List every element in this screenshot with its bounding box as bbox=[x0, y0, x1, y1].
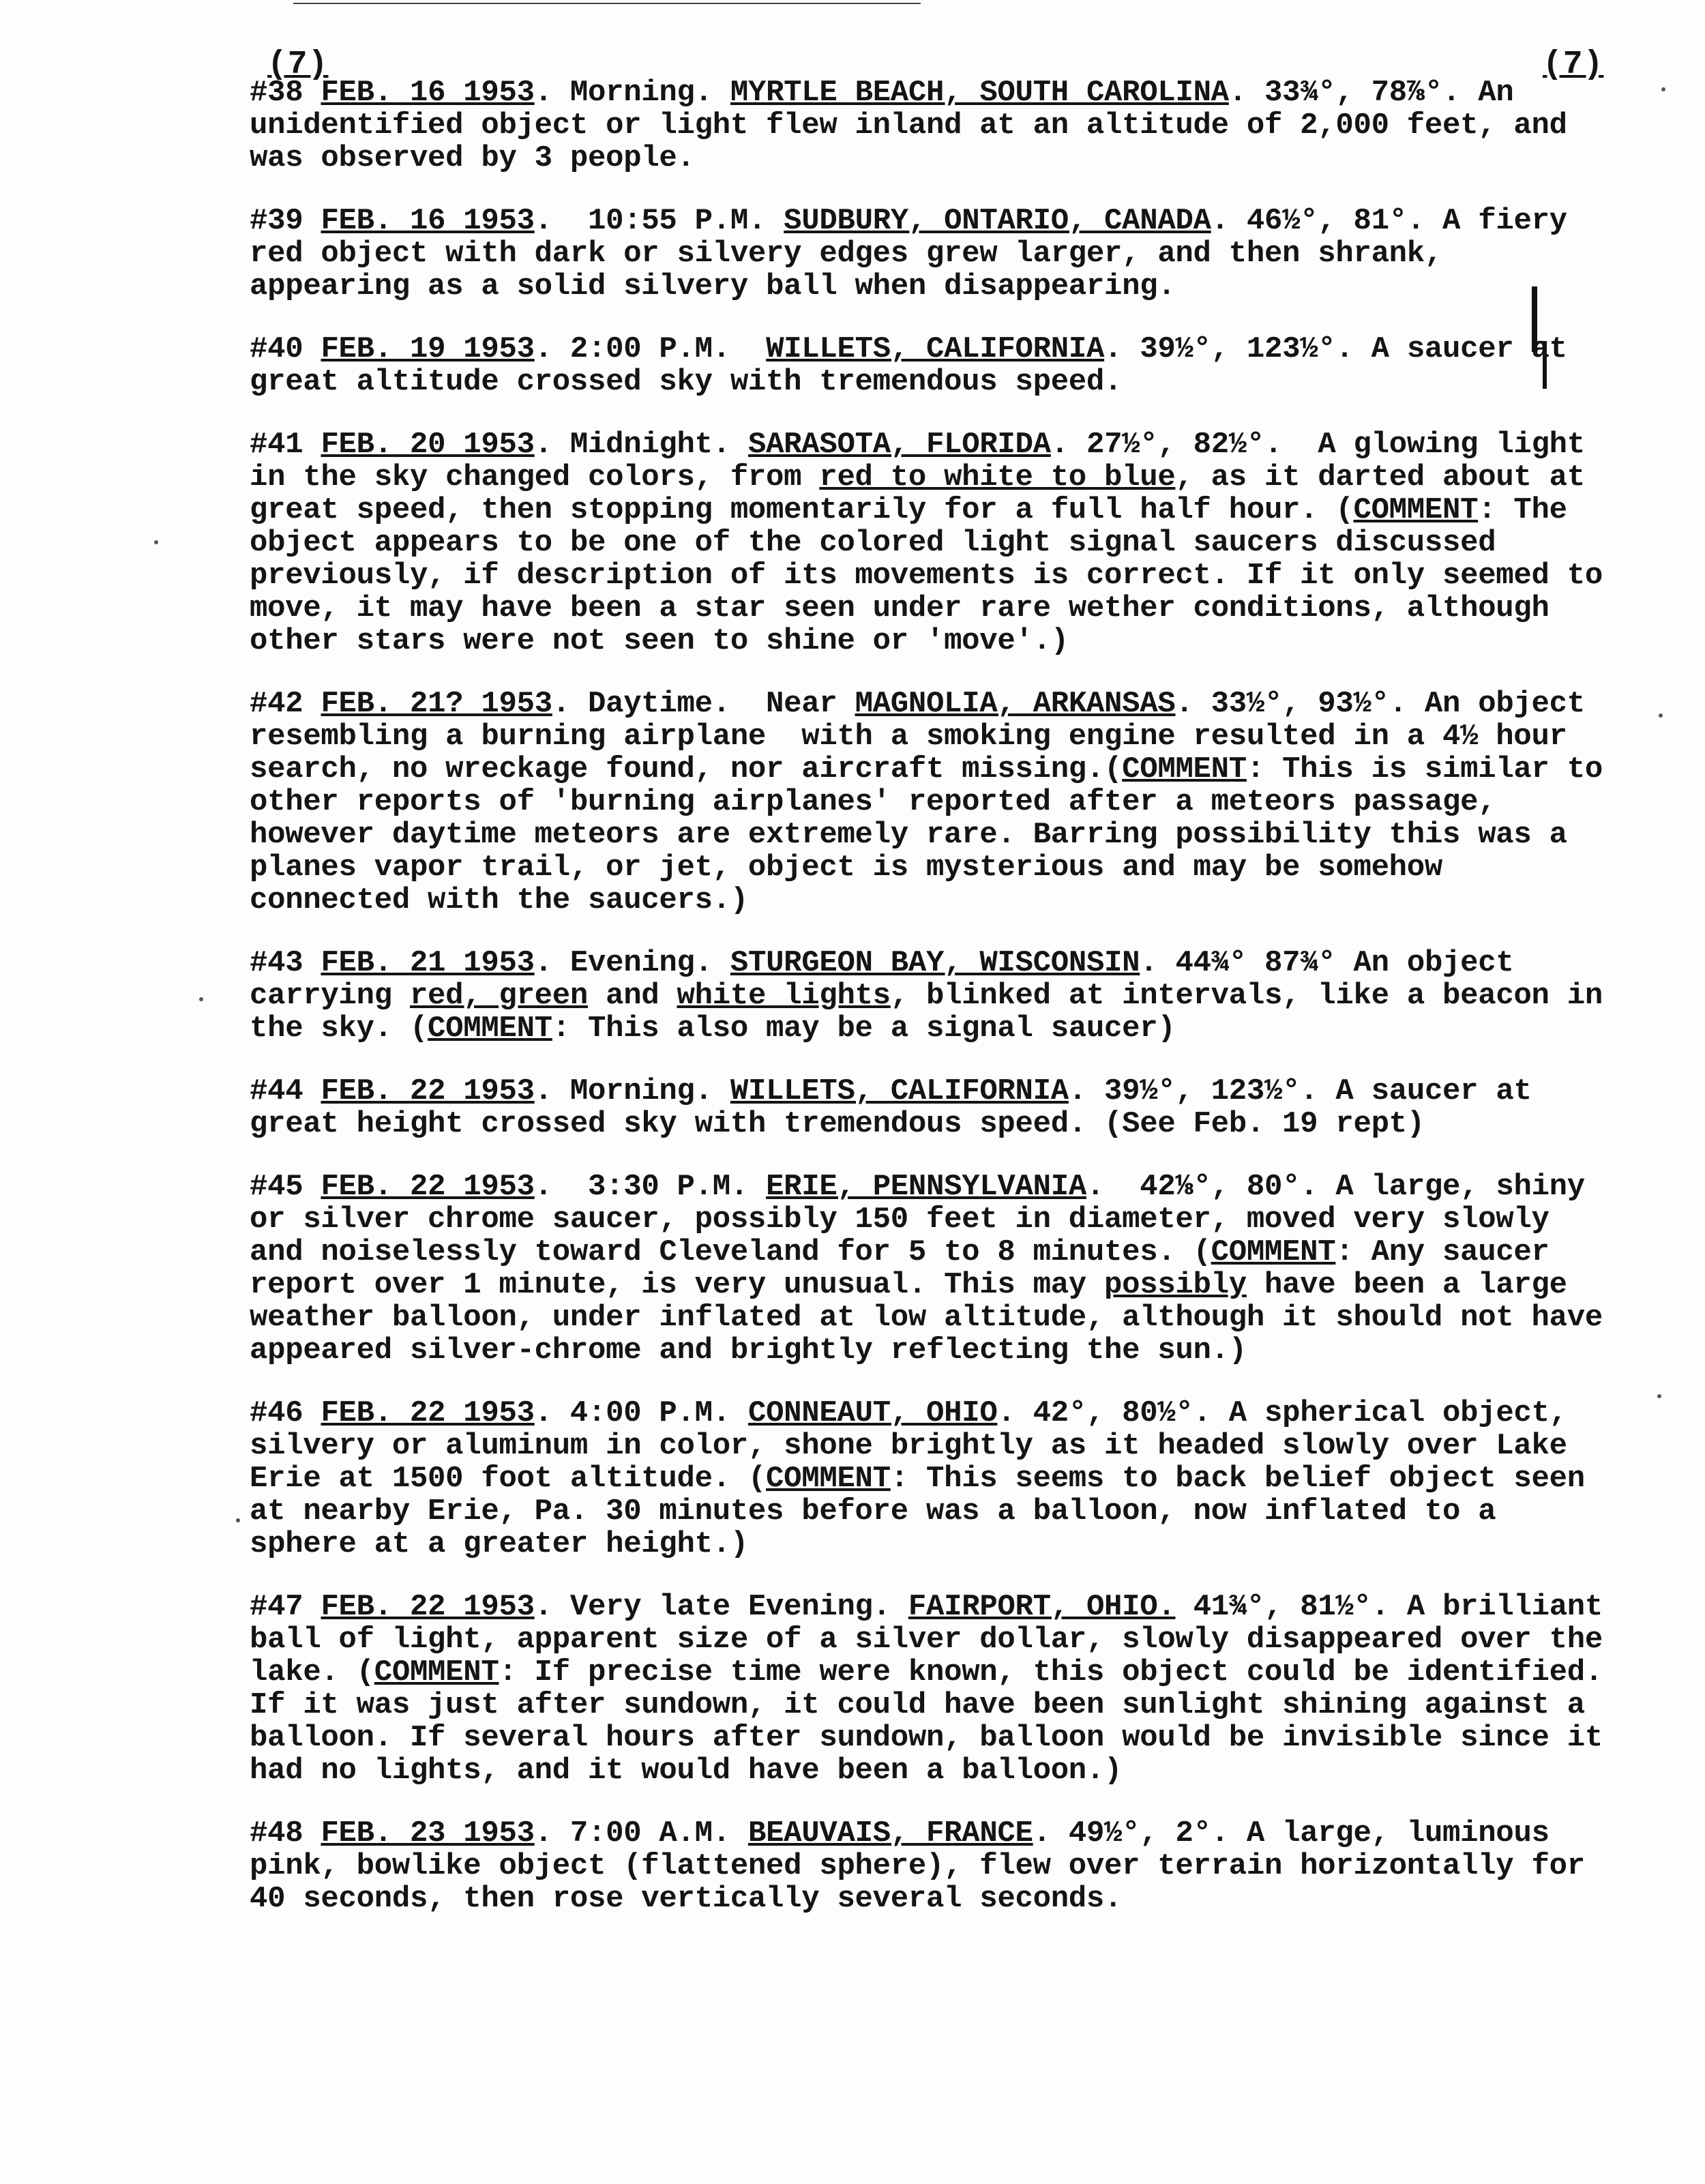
page-number-left: (7) bbox=[267, 46, 329, 83]
comment-text-pre: : Any saucer report over 1 minute, is very unusual. This may bbox=[250, 1235, 1567, 1302]
report-entry bbox=[250, 76, 1614, 175]
entry-time: . 10:55 P.M. bbox=[534, 204, 784, 238]
scan-speck bbox=[199, 997, 203, 1001]
entry-date: FEB. 20 1953 bbox=[321, 428, 535, 462]
entry-coords: . 46½°, 81°. bbox=[1211, 204, 1425, 238]
entry-coords: . 44¾° 87¾° bbox=[1140, 946, 1336, 980]
comment-label: COMMENT bbox=[1353, 493, 1479, 527]
entry-time: . Midnight. bbox=[534, 428, 748, 462]
scan-speck bbox=[1657, 1394, 1661, 1398]
scan-speck bbox=[1661, 87, 1665, 91]
entry-date: FEB. 22 1953 bbox=[321, 1074, 535, 1108]
entry-colors: red, green bbox=[409, 979, 588, 1013]
report-entry bbox=[250, 1397, 1614, 1561]
entry-body: A saucer at great altitude crossed sky with tremendous speed. bbox=[250, 332, 1585, 399]
entry-number: #45 bbox=[250, 1170, 303, 1204]
entry-time: . 2:00 P.M. bbox=[534, 332, 767, 366]
entry-time: . Daytime. Near bbox=[552, 687, 855, 721]
entry-body: A glowing light in the sky changed colors, from bbox=[250, 428, 1603, 495]
entry-lights: white lights bbox=[677, 979, 891, 1013]
entry-time: . 7:00 A.M. bbox=[534, 1816, 748, 1850]
report-entry bbox=[250, 1817, 1614, 1915]
entry-time: . Morning. bbox=[534, 1074, 730, 1108]
entry-time: . Morning. bbox=[534, 76, 730, 110]
entry-date: FEB. 19 1953 bbox=[321, 332, 535, 366]
entry-coords: . 33¾°, 78⅞°. bbox=[1228, 76, 1461, 110]
entry-body: A fiery red object with dark or silvery edges grew larger, and then shrank, appearing as a solid silvery ball when disappearing. bbox=[250, 204, 1585, 304]
entry-body: An object carrying bbox=[250, 946, 1532, 1013]
entry-place: ERIE, PENNSYLVANIA bbox=[766, 1170, 1086, 1204]
comment-text: : This also may be a signal saucer) bbox=[552, 1012, 1176, 1046]
comment-label: COMMENT bbox=[374, 1655, 499, 1689]
scan-speck bbox=[1659, 713, 1663, 718]
entry-number: #44 bbox=[250, 1074, 303, 1108]
entry-date: FEB. 16 1953 bbox=[321, 204, 535, 238]
entry-date: FEB. 21 1953 bbox=[321, 946, 535, 980]
report-entry bbox=[250, 333, 1614, 398]
entry-number: #38 bbox=[250, 76, 303, 110]
comment-label: COMMENT bbox=[766, 1462, 891, 1496]
entry-coords: . 42⅛°, 80°. bbox=[1086, 1170, 1318, 1204]
entry-time: . Very late Evening. bbox=[534, 1590, 908, 1624]
entry-place: BEAUVAIS, FRANCE bbox=[747, 1816, 1033, 1850]
comment-text: : If precise time were known, this object could be identified. If it was just after sundown, it could have been sunlight shining against a balloon. If several hours after sundown, balloon would be invisible since it had no lights, and it would have been a balloon.) bbox=[250, 1655, 1621, 1788]
entry-body: A spherical object, silvery or aluminum in color, shone brightly as it headed slowly over Lake Erie at 1500 foot altitude. ( bbox=[250, 1396, 1585, 1496]
entry-date: FEB. 16 1953 bbox=[321, 76, 535, 110]
comment-label: COMMENT bbox=[1122, 752, 1247, 786]
entry-number: #40 bbox=[250, 332, 303, 366]
comment-text: : This is similar to other reports of 'burning airplanes' reported after a meteors passage, however daytime meteors are extremely rare. Barring possibility this was a planes vapor trail, or jet, object is mysterious and may be somehow connected with the saucers.) bbox=[250, 752, 1621, 917]
entry-body: An object resembling a burning airplane with a smoking engine resulted in a 4½ hour search, no wreckage found, nor aircraft missing.( bbox=[250, 687, 1603, 786]
entry-number: #47 bbox=[250, 1590, 303, 1624]
entry-coords: 41¾°, 81½°. bbox=[1175, 1590, 1389, 1624]
report-entry bbox=[250, 1075, 1614, 1140]
entry-date: FEB. 21? 1953 bbox=[321, 687, 552, 721]
comment-text: have been a large weather balloon, under inflated at low altitude, although it should not have appeared silver-chrome and brightly reflecting the sun.) bbox=[250, 1268, 1621, 1368]
entry-coords: . 33½°, 93½°. bbox=[1175, 687, 1407, 721]
report-entry bbox=[250, 1590, 1621, 1788]
entry-number: #42 bbox=[250, 687, 303, 721]
entry-place: FAIRPORT, OHIO. bbox=[908, 1590, 1176, 1624]
entry-time: . 4:00 P.M. bbox=[534, 1396, 748, 1430]
entry-number: #48 bbox=[250, 1816, 303, 1850]
entry-place: SUDBURY, ONTARIO, CANADA bbox=[784, 204, 1211, 238]
entry-place: WILLETS, CALIFORNIA bbox=[730, 1074, 1069, 1108]
entry-time: . Evening. bbox=[534, 946, 730, 980]
entry-coords: . 49½°, 2°. bbox=[1033, 1816, 1229, 1850]
scan-speck bbox=[236, 1518, 240, 1522]
entry-body-mid: and bbox=[588, 979, 677, 1013]
entry-number: #41 bbox=[250, 428, 303, 462]
entry-body-continued: , blinked at intervals, like a beacon in the sky. ( bbox=[250, 979, 1621, 1046]
comment-emphasis: possibly bbox=[1104, 1268, 1247, 1302]
comment-text: : The object appears to be one of the colored light signal saucers discussed previously, if description of its movements is correct. If it only seemed to move, it may have been a star seen under rare wether conditions, although other stars were not seen to shine or 'move'.) bbox=[250, 493, 1621, 658]
entry-time: . 3:30 P.M. bbox=[534, 1170, 767, 1204]
entry-place: MAGNOLIA, ARKANSAS bbox=[855, 687, 1176, 721]
top-rule bbox=[293, 3, 921, 4]
entry-place: MYRTLE BEACH, SOUTH CAROLINA bbox=[730, 76, 1229, 110]
entry-date: FEB. 22 1953 bbox=[321, 1170, 535, 1204]
entry-body: A brilliant ball of light, apparent size of a silver dollar, slowly disappeared over the lake. ( bbox=[250, 1590, 1621, 1689]
report-entry bbox=[250, 687, 1621, 917]
entry-coords: . 27½°, 82½°. bbox=[1050, 428, 1283, 462]
report-entry bbox=[250, 428, 1621, 658]
entry-colors: red to white to blue bbox=[819, 460, 1176, 495]
page-number-right: (7) bbox=[1543, 46, 1604, 83]
entry-place: CONNEAUT, OHIO bbox=[747, 1396, 998, 1430]
report-entry bbox=[250, 946, 1621, 1046]
comment-label: COMMENT bbox=[428, 1012, 552, 1046]
comment-label: COMMENT bbox=[1211, 1235, 1336, 1269]
scan-speck bbox=[154, 540, 158, 544]
entry-date: FEB. 22 1953 bbox=[321, 1396, 535, 1430]
entry-coords: . 42°, 80½°. bbox=[997, 1396, 1211, 1430]
entry-coords: . 39½°, 123½°. bbox=[1068, 1074, 1318, 1108]
entry-number: #43 bbox=[250, 946, 303, 980]
entry-body: An unidentified object or light flew inland at an altitude of 2,000 feet, and was observed by 3 people. bbox=[250, 76, 1585, 175]
entry-place: SARASOTA, FLORIDA bbox=[747, 428, 1051, 462]
entry-body-continued: , as it darted about at great speed, then stopping momentarily for a full half hour. ( bbox=[250, 460, 1603, 527]
entry-place: WILLETS, CALIFORNIA bbox=[766, 332, 1105, 366]
entry-coords: . 39½°, 123½°. bbox=[1104, 332, 1354, 366]
entry-number: #39 bbox=[250, 204, 303, 238]
entry-body: A saucer at great height crossed sky with tremendous speed. (See Feb. 19 rept) bbox=[250, 1074, 1550, 1141]
comment-text: : This seems to back belief object seen at nearby Erie, Pa. 30 minutes before was a balloon, now inflated to a sphere at a greater height.) bbox=[250, 1462, 1603, 1561]
entry-body: A large, shiny or silver chrome saucer, possibly 150 feet in diameter, moved very slowly and noiselessly toward Cleveland for 5 to 8 minutes. ( bbox=[250, 1170, 1603, 1269]
entry-number: #46 bbox=[250, 1396, 303, 1430]
entry-body: A large, luminous pink, bowlike object (flattened sphere), flew over terrain horizontally for 40 seconds, then rose vertically several seconds. bbox=[250, 1816, 1603, 1916]
entry-date: FEB. 23 1953 bbox=[321, 1816, 535, 1850]
report-entry bbox=[250, 1170, 1621, 1368]
entry-date: FEB. 22 1953 bbox=[321, 1590, 535, 1624]
entry-place: STURGEON BAY, WISCONSIN bbox=[730, 946, 1140, 980]
report-entries bbox=[250, 76, 1621, 1944]
report-entry bbox=[250, 205, 1614, 303]
